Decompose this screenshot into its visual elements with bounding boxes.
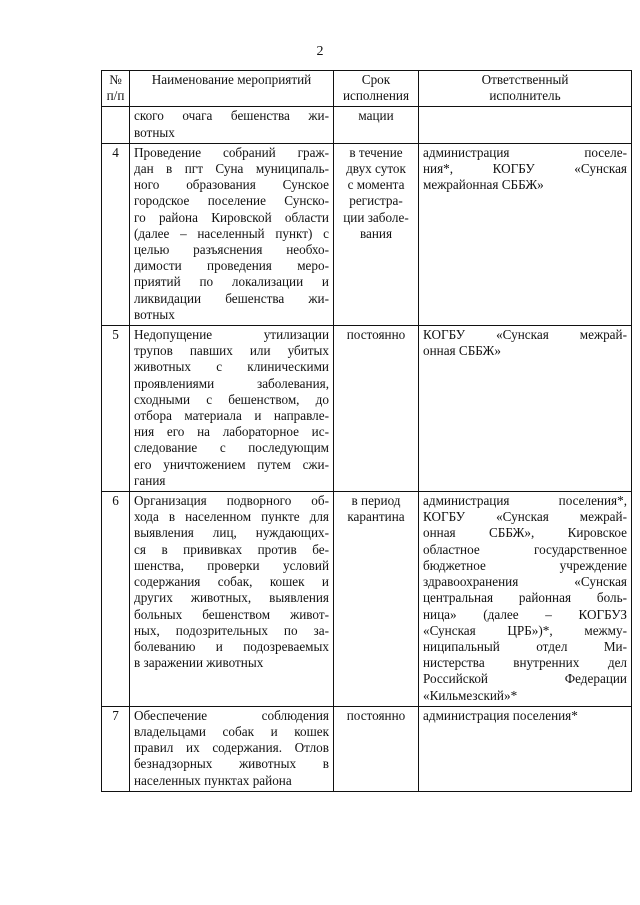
event-name-line: ных, подозрительных по за- (134, 622, 329, 638)
table-row (102, 326, 632, 492)
row-number (102, 107, 130, 143)
events-table (101, 70, 632, 792)
event-name-line: целью разъяснения необхо- (134, 242, 329, 258)
event-name-line: го района Кировской области (134, 209, 329, 225)
event-responsible-line: «Сунская ЦРБ»)*, межму- (423, 622, 627, 638)
header-resp-line: Ответственный (481, 72, 569, 87)
table-row (102, 143, 632, 325)
event-term-line: регистра- (349, 193, 403, 209)
event-name-line: Обеспечение соблюдения (134, 707, 329, 723)
event-responsible-cell (419, 143, 632, 325)
event-name-line: населенных пунктах района (134, 772, 292, 788)
event-name-line: в заражении животных (134, 655, 264, 671)
table-row (102, 492, 632, 707)
event-name-line: дан в пгт Суна муниципаль- (134, 161, 329, 177)
event-responsible-line: ниципальный отдел Ми- (423, 638, 627, 654)
row-number: 4 (102, 143, 130, 325)
page-number: 2 (316, 44, 324, 59)
event-responsible-cell (419, 326, 632, 492)
event-name-line: правил их содержания. Отлов (134, 740, 329, 756)
event-term-line: вания (359, 225, 393, 241)
event-term-line: в период (351, 493, 401, 509)
event-name-line: Недопущение утилизации (134, 327, 329, 343)
event-responsible-line: администрация поселения* (423, 707, 578, 723)
event-responsible-line: КОГБУ «Сунская межрай- (423, 327, 627, 343)
event-name-line: Организация подворного об- (134, 493, 329, 509)
event-responsible-line: администрация поселения*, (423, 493, 627, 509)
event-term-line: карантина (347, 509, 405, 525)
event-responsible-line: онная СББЖ», Кировское (423, 525, 627, 541)
event-term-cell (334, 143, 419, 325)
event-responsible-line: КОГБУ «Сунская межрай- (423, 509, 627, 525)
event-term-line: в течение (349, 144, 403, 160)
event-name-line: приятий по локализации и (134, 274, 329, 290)
row-number: 7 (102, 706, 130, 791)
event-term-line: постоянно (346, 707, 406, 723)
event-name-line: болеванию и подозреваемых (134, 638, 329, 654)
event-name-line: шенства, проверки условий (134, 557, 329, 573)
event-name-line: сходными с бешенством, до (134, 391, 329, 407)
event-name-cell (130, 492, 334, 707)
event-term-cell (334, 492, 419, 707)
event-name-line: выявления лиц, нуждающих- (134, 525, 329, 541)
row-number: 5 (102, 326, 130, 492)
event-responsible-line: администрация поселе- (423, 144, 627, 160)
event-responsible-line: «Кильмезский»* (423, 687, 518, 703)
header-num (102, 71, 130, 107)
event-responsible-line: бюджетное учреждение (423, 557, 627, 573)
header-resp-line: исполнитель (489, 88, 561, 104)
event-name-line: ликвидации бешенства жи- (134, 290, 329, 306)
event-responsible-line: ница» (далее – КОГБУЗ (423, 606, 627, 622)
event-responsible-line: ния*, КОГБУ «Сунская (423, 161, 627, 177)
header-name (130, 71, 334, 107)
header-num-line: № (109, 72, 122, 87)
event-term-line: с момента (347, 177, 405, 193)
event-name-line: его уничтожением путем сжи- (134, 456, 329, 472)
header-num-line: п/п (106, 88, 125, 104)
event-responsible-line: здравоохранения «Сунская (423, 574, 627, 590)
event-responsible-line: Российской Федерации (423, 671, 627, 687)
event-responsible-line: центральная районная боль- (423, 590, 627, 606)
event-name-line: проявлениями заболевания, (134, 375, 329, 391)
event-name-line: других животных, выявления (134, 590, 329, 606)
header-resp (419, 71, 632, 107)
event-name-cell (130, 326, 334, 492)
event-term-line: двух суток (346, 161, 406, 177)
event-name-line: гания (134, 472, 166, 488)
table-row (102, 107, 632, 143)
event-responsible-cell (419, 706, 632, 791)
row-number: 6 (102, 492, 130, 707)
event-name-cell (130, 107, 334, 143)
event-name-line: ся в прививках против бе- (134, 541, 329, 557)
table-row (102, 706, 632, 791)
table-header-row (102, 71, 632, 107)
event-name-cell (130, 706, 334, 791)
event-term-line: ции заболе- (343, 209, 409, 225)
event-name-line: безнадзорных животных в (134, 756, 329, 772)
event-name-line: вотных (134, 306, 175, 322)
event-responsible-line: областное государственное (423, 541, 627, 557)
event-responsible-cell (419, 492, 632, 707)
table-body (102, 107, 632, 791)
event-name-line: больных бешенством живот- (134, 606, 329, 622)
header-term-line: Срок (361, 72, 391, 87)
event-term-line: мации (358, 108, 394, 124)
event-term-cell (334, 706, 419, 791)
event-name-line: вотных (134, 124, 175, 140)
event-name-line: Проведение собраний граж- (134, 144, 329, 160)
event-term-cell (334, 326, 419, 492)
event-name-line: следование с последующим (134, 440, 329, 456)
event-name-line: городское поселение Сунско- (134, 193, 329, 209)
event-name-line: животных с клиническими (134, 359, 329, 375)
event-name-line: ния его на лабораторное ис- (134, 424, 329, 440)
event-name-line: владельцами собак и кошек (134, 723, 329, 739)
event-responsible-cell (419, 107, 632, 143)
event-responsible-line: межрайонная СББЖ» (423, 177, 544, 193)
event-name-line: трупов павших или убитых (134, 343, 329, 359)
event-name-line: содержания собак, кошек и (134, 574, 329, 590)
event-name-line: хода в населенном пункте для (134, 509, 329, 525)
event-name-line: отбора материала и направле- (134, 408, 329, 424)
event-responsible-line: онная СББЖ» (423, 343, 501, 359)
event-name-cell (130, 143, 334, 325)
event-name-line: ного образования Сунское (134, 177, 329, 193)
header-name-label: Наименование мероприятий (151, 72, 312, 87)
event-responsible-line: нистерства внутренних дел (423, 655, 627, 671)
event-name-line: ского очага бешенства жи- (134, 108, 329, 124)
event-term-cell (334, 107, 419, 143)
event-name-line: димости проведения меро- (134, 258, 329, 274)
event-term-line: постоянно (346, 327, 406, 343)
header-term-line: исполнения (342, 88, 410, 104)
header-term (334, 71, 419, 107)
event-name-line: (далее – населенный пункт) с (134, 225, 329, 241)
